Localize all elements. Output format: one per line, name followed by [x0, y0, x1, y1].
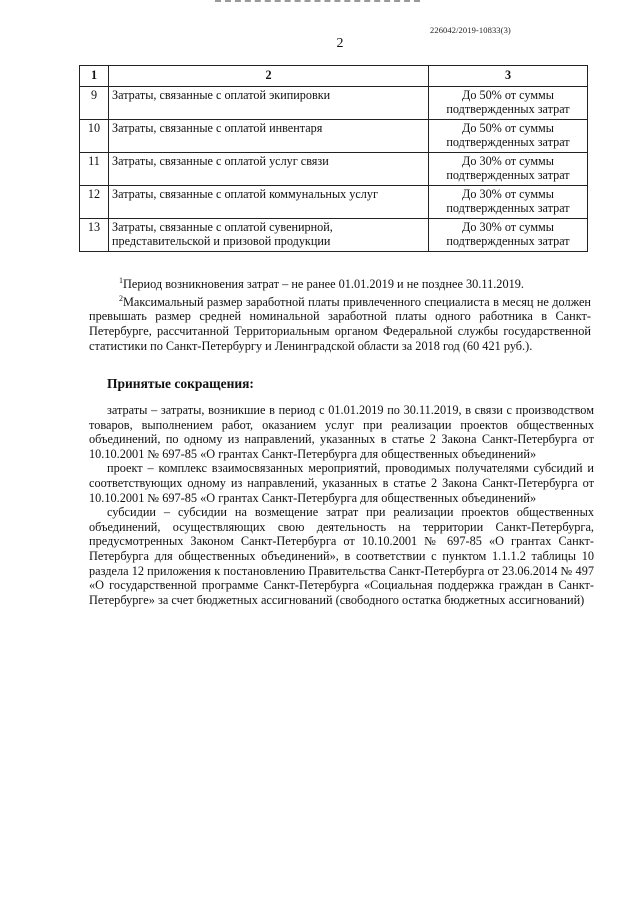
expense-limit: До 30% от суммы подтвержденных затрат	[429, 185, 588, 218]
expense-item: Затраты, связанные с оплатой экипировки	[109, 86, 429, 119]
row-number: 9	[80, 86, 109, 119]
expense-item: Затраты, связанные с оплатой инвентаря	[109, 119, 429, 152]
footnotes	[89, 274, 591, 353]
expenses-table	[79, 65, 588, 252]
row-number: 10	[80, 119, 109, 152]
column-header: 1	[80, 66, 109, 87]
footnote-mark: 1	[119, 276, 123, 285]
abbreviations-heading: Принятые сокращения:	[107, 376, 254, 391]
expense-limit: До 30% от суммы подтвержденных затрат	[429, 218, 588, 251]
expense-limit: До 30% от суммы подтвержденных затрат	[429, 152, 588, 185]
definition-paragraph: затраты – затраты, возникшие в период с 01.01.2019 по 30.11.2019, в связи с производством товаров, выполнением работ, оказанием услуг при реализации проектов общественных объединений, по одному из направлений, указанных в статье 2 Закона Санкт-Петербурга от 10.10.2001 № 697-85 «О грантах Санкт-Петербурга для общественных объединений»	[89, 403, 594, 461]
expense-item: Затраты, связанные с оплатой сувенирной, представительской и призовой продукции	[109, 218, 429, 251]
definitions	[89, 403, 594, 607]
page-number: 2	[336, 36, 344, 51]
top-scan-mark	[215, 0, 420, 5]
column-header: 3	[429, 66, 588, 87]
row-number: 11	[80, 152, 109, 185]
table-row	[80, 119, 588, 152]
footnote-text: Период возникновения затрат – не ранее 01.01.2019 и не позднее 30.11.2019.	[123, 277, 524, 292]
footnote-mark: 2	[119, 293, 123, 303]
expense-item: Затраты, связанные с оплатой коммунальных услуг	[109, 185, 429, 218]
table-header-row	[80, 66, 588, 87]
table-row	[80, 218, 588, 251]
document-number: 226042/2019-10833(3)	[430, 25, 511, 35]
footnote-text: Максимальный размер заработной платы привлеченного специалиста в месяц не должен превышать размер средней номинальной заработной платы одного работника в Санкт-Петербурге, рассчитанной Территориальным органом Федеральной службы государственной статистики по Санкт-Петербургу и Ленинградской области за 2018 год (60 421 руб.).	[89, 294, 591, 353]
expense-limit: До 50% от суммы подтвержденных затрат	[429, 119, 588, 152]
expense-item: Затраты, связанные с оплатой услуг связи	[109, 152, 429, 185]
footnote	[89, 292, 591, 353]
table-row	[80, 86, 588, 119]
table-row	[80, 185, 588, 218]
table-row	[80, 152, 588, 185]
row-number: 12	[80, 185, 109, 218]
definition-paragraph: проект – комплекс взаимосвязанных мероприятий, проводимых получателями субсидий и соответствующих одному из направлений, указанных в статье 2 Закона Санкт-Петербурга от 10.10.2001 № 697-85 «О грантах Санкт-Петербурга для общественных объединений»	[89, 461, 594, 505]
footnote	[89, 274, 591, 292]
definition-paragraph: субсидии – субсидии на возмещение затрат при реализации проектов общественных объединений, осуществляющих свою деятельность на территории Санкт-Петербурга, предусмотренных Законом Санкт-Петербурга от 10.10.2001 № 697-85 «О грантах Санкт-Петербурга для общественных объединений», в соответствии с пунктом 1.1.1.2 таблицы 10 раздела 12 приложения к постановлению Правительства Санкт-Петербурга от 23.06.2014 № 497 «О государственной программе Санкт-Петербурга «Социальная поддержка граждан в Санкт-Петербурге» за счет бюджетных ассигнований (свободного остатка бюджетных ассигнований)	[89, 505, 594, 607]
column-header: 2	[109, 66, 429, 87]
expense-limit: До 50% от суммы подтвержденных затрат	[429, 86, 588, 119]
row-number: 13	[80, 218, 109, 251]
